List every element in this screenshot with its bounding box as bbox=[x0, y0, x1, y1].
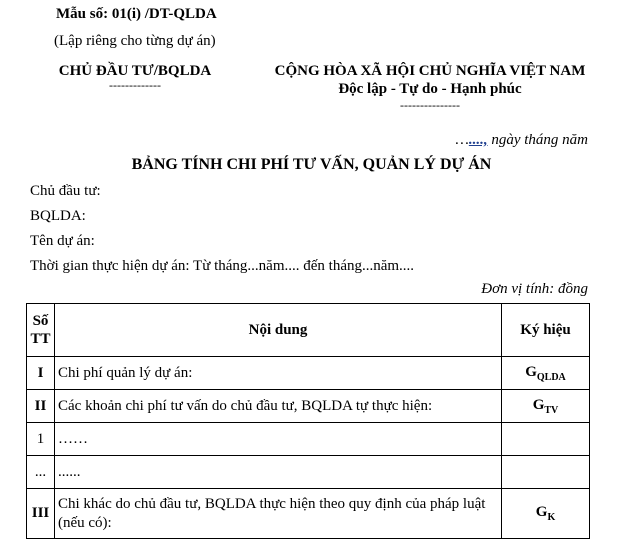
table-row bbox=[27, 456, 590, 489]
header-symbol: Ký hiệu bbox=[502, 304, 590, 357]
row-symbol bbox=[502, 357, 590, 390]
date-prefix: … bbox=[455, 132, 469, 148]
row-symbol-main: G bbox=[525, 363, 537, 380]
row-content: ...... bbox=[55, 456, 502, 489]
motto-underline: --------------- bbox=[400, 98, 460, 112]
row-number: ... bbox=[27, 456, 55, 489]
row-content: Các khoản chi phí tư vấn do chủ đầu tư, BQLDA tự thực hiện: bbox=[55, 390, 502, 423]
date-line bbox=[300, 132, 588, 149]
header-content: Nội dung bbox=[55, 304, 502, 357]
country-name: CỘNG HÒA XÃ HỘI CHỦ NGHĨA VIỆT NAM bbox=[274, 63, 586, 79]
date-text: ngày tháng năm bbox=[487, 132, 588, 148]
row-number: III bbox=[27, 489, 55, 539]
row-symbol-sub: K bbox=[547, 512, 556, 523]
row-symbol bbox=[502, 390, 590, 423]
table-row bbox=[27, 390, 590, 423]
header-no-line2: TT bbox=[30, 331, 51, 347]
cost-table bbox=[26, 303, 590, 539]
header-no-line1: Số bbox=[32, 313, 49, 329]
header-no bbox=[27, 304, 55, 357]
table-row bbox=[27, 489, 590, 539]
document-title: BẢNG TÍNH CHI PHÍ TƯ VẤN, QUẢN LÝ DỰ ÁN bbox=[131, 156, 492, 173]
pmu-label: BQLDA: bbox=[30, 208, 86, 224]
motto: Độc lập - Tự do - Hạnh phúc bbox=[338, 81, 522, 97]
row-number: 1 bbox=[27, 423, 55, 456]
issuer-underline: ------------- bbox=[109, 78, 161, 92]
owner-label: Chủ đầu tư: bbox=[30, 183, 101, 199]
row-content: Chi phí quản lý dự án: bbox=[55, 357, 502, 390]
unit-label: Đơn vị tính: đồng bbox=[481, 281, 588, 297]
table-row bbox=[27, 357, 590, 390]
project-label: Tên dự án: bbox=[30, 233, 95, 249]
table-header-row bbox=[27, 304, 590, 357]
row-symbol-sub: TV bbox=[544, 404, 559, 416]
form-number: Mẫu số: 01(i) /DT-QLDA bbox=[56, 6, 217, 22]
row-symbol-sub: QLDA bbox=[536, 371, 566, 383]
table-row bbox=[27, 423, 590, 456]
row-number: I bbox=[27, 357, 55, 390]
period-label: Thời gian thực hiện dự án: Từ tháng...năm.... đến tháng...năm.... bbox=[30, 258, 415, 274]
form-note: (Lập riêng cho từng dự án) bbox=[54, 33, 216, 49]
row-symbol bbox=[502, 489, 590, 539]
row-number: II bbox=[27, 390, 55, 423]
row-content: …… bbox=[55, 423, 502, 456]
row-symbol-main: G bbox=[535, 504, 548, 520]
row-symbol bbox=[502, 456, 590, 489]
issuer-name: CHỦ ĐẦU TƯ/BQLDA bbox=[58, 63, 212, 79]
row-content: Chi khác do chủ đầu tư, BQLDA thực hiện theo quy định của pháp luật (nếu có): bbox=[55, 489, 502, 539]
row-symbol bbox=[502, 423, 590, 456]
row-symbol-main: G bbox=[532, 396, 545, 413]
date-dots: ...., bbox=[468, 132, 488, 148]
